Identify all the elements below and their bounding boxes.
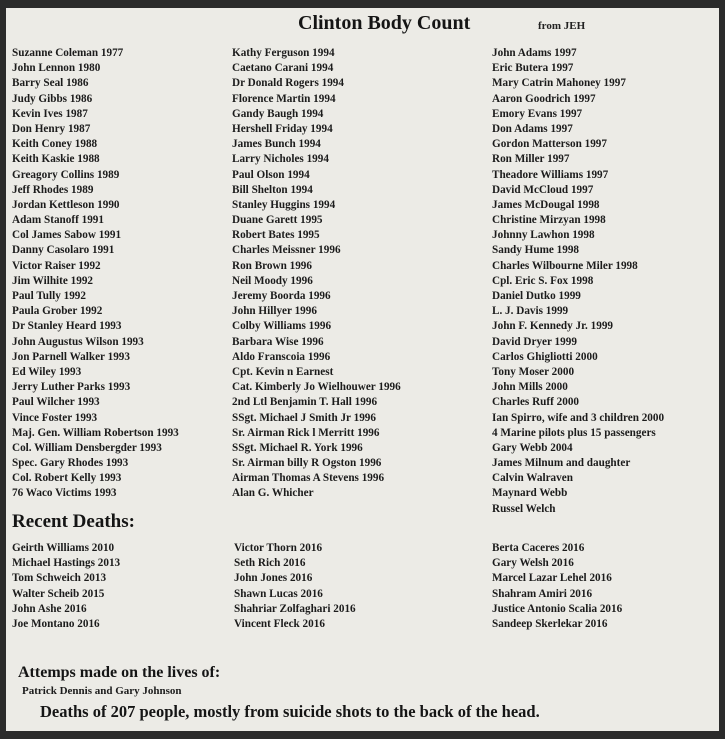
list-item: Victor Thorn 2016: [234, 542, 323, 554]
list-item: Sr. Airman Rick l Merritt 1996: [232, 426, 380, 439]
list-item: Don Adams 1997: [492, 122, 573, 135]
list-item: Hershell Friday 1994: [232, 122, 333, 135]
list-item: Vince Foster 1993: [12, 411, 98, 424]
list-item: Paul Olson 1994: [232, 168, 310, 181]
list-item: Sandeep Skerlekar 2016: [492, 617, 608, 630]
list-item: Barbara Wise 1996: [232, 335, 324, 348]
list-item: Keith Kaskie 1988: [12, 153, 100, 166]
list-item: 76 Waco Victims 1993: [12, 487, 117, 500]
list-item: Johnny Lawhon 1998: [492, 229, 595, 242]
list-item: Col James Sabow 1991: [12, 229, 122, 242]
list-item: Suzanne Coleman 1977: [12, 47, 124, 59]
list-item: Gary Webb 2004: [492, 441, 573, 454]
list-item: Cpt. Kevin n Earnest: [232, 365, 334, 378]
attempts-heading: Attemps made on the lives of:: [18, 664, 221, 681]
names-column-2: [232, 46, 401, 502]
document-page: [6, 8, 719, 731]
list-item: Sr. Airman billy R Ogston 1996: [232, 457, 382, 470]
list-item: Ian Spirro, wife and 3 children 2000: [492, 411, 665, 424]
list-item: Neil Moody 1996: [232, 274, 313, 287]
list-item: Spec. Gary Rhodes 1993: [12, 457, 129, 470]
list-item: L. J. Davis 1999: [492, 305, 569, 318]
list-item: Eric Butera 1997: [492, 62, 574, 75]
list-item: John Augustus Wilson 1993: [12, 335, 144, 348]
list-item: John Lennon 1980: [12, 62, 101, 75]
list-item: Jordan Kettleson 1990: [12, 198, 120, 211]
list-item: Gandy Baugh 1994: [232, 107, 324, 120]
list-item: Ron Brown 1996: [232, 259, 312, 272]
list-item: Cpl. Eric S. Fox 1998: [492, 274, 594, 287]
list-item: Charles Meissner 1996: [232, 244, 341, 257]
list-item: Russel Welch: [492, 502, 556, 515]
list-item: Paula Grober 1992: [12, 305, 103, 318]
list-item: Keith Coney 1988: [12, 138, 98, 151]
list-item: John Adams 1997: [492, 47, 577, 59]
list-item: Emory Evans 1997: [492, 107, 583, 120]
list-item: Charles Wilbourne Miler 1998: [492, 259, 638, 272]
names-column-1: [12, 46, 179, 502]
list-item: Dr Donald Rogers 1994: [232, 77, 344, 90]
list-item: Shahram Amiri 2016: [492, 587, 593, 600]
list-item: Jim Wilhite 1992: [12, 274, 94, 287]
list-item: Charles Ruff 2000: [492, 396, 580, 409]
list-item: Col. William Densbergder 1993: [12, 441, 162, 454]
list-item: Maj. Gen. William Robertson 1993: [12, 426, 179, 439]
list-item: Michael Hastings 2013: [12, 557, 121, 570]
list-item: Shahriar Zolfaghari 2016: [234, 602, 356, 615]
list-item: Judy Gibbs 1986: [12, 92, 93, 105]
list-item: Tom Schweich 2013: [12, 572, 107, 585]
list-item: Danny Casolaro 1991: [12, 244, 115, 257]
list-item: Paul Wilcher 1993: [12, 396, 100, 409]
list-item: Airman Thomas A Stevens 1996: [232, 472, 385, 485]
list-item: Dr Stanley Heard 1993: [12, 320, 122, 333]
recent-column-2: [234, 541, 356, 632]
list-item: Vincent Fleck 2016: [234, 617, 325, 630]
list-item: Maynard Webb: [492, 487, 568, 500]
list-item: Mary Catrin Mahoney 1997: [492, 77, 626, 90]
list-item: Aldo Franscoia 1996: [232, 350, 331, 363]
list-item: Jeremy Boorda 1996: [232, 290, 331, 302]
list-item: Justice Antonio Scalia 2016: [492, 602, 623, 615]
list-item: Jeff Rhodes 1989: [12, 183, 94, 196]
list-item: Kevin Ives 1987: [12, 107, 88, 120]
recent-column-3: [492, 541, 622, 632]
list-item: Col. Robert Kelly 1993: [12, 472, 122, 485]
list-item: David Dryer 1999: [492, 335, 577, 348]
list-item: Paul Tully 1992: [12, 290, 86, 302]
list-item: Marcel Lazar Lehel 2016: [492, 572, 612, 585]
recent-column-1: [12, 541, 120, 632]
list-item: John Hillyer 1996: [232, 305, 317, 318]
list-item: James Bunch 1994: [232, 138, 321, 151]
list-item: John Mills 2000: [492, 381, 568, 394]
list-item: Kathy Ferguson 1994: [232, 47, 335, 59]
list-item: Gary Welsh 2016: [492, 557, 574, 570]
list-item: Carlos Ghigliotti 2000: [492, 350, 598, 363]
list-item: Stanley Huggins 1994: [232, 198, 336, 211]
list-item: Gordon Matterson 1997: [492, 138, 607, 151]
source-credit: from JEH: [538, 20, 586, 32]
list-item: David McCloud 1997: [492, 183, 594, 196]
list-item: SSgt. Michael R. York 1996: [232, 441, 363, 454]
list-item: James McDougal 1998: [492, 198, 600, 211]
list-item: 4 Marine pilots plus 15 passengers: [492, 426, 656, 439]
list-item: John Ashe 2016: [12, 602, 87, 615]
list-item: Tony Moser 2000: [492, 365, 575, 378]
names-column-3: [492, 46, 664, 517]
list-item: Florence Martin 1994: [232, 92, 336, 105]
list-item: Geirth Williams 2010: [12, 542, 115, 554]
list-item: Barry Seal 1986: [12, 77, 89, 90]
recent-deaths-heading: Recent Deaths:: [12, 511, 135, 532]
list-item: Calvin Walraven: [492, 472, 573, 485]
list-item: Bill Shelton 1994: [232, 183, 313, 196]
list-item: Adam Stanoff 1991: [12, 214, 104, 227]
list-item: Ron Miller 1997: [492, 153, 570, 166]
list-item: Jon Parnell Walker 1993: [12, 350, 130, 363]
list-item: Theadore Williams 1997: [492, 168, 609, 181]
list-item: Alan G. Whicher: [232, 487, 314, 500]
list-item: Daniel Dutko 1999: [492, 290, 581, 302]
list-item: Walter Scheib 2015: [12, 587, 105, 600]
list-item: Sandy Hume 1998: [492, 244, 580, 257]
list-item: SSgt. Michael J Smith Jr 1996: [232, 411, 376, 424]
list-item: John F. Kennedy Jr. 1999: [492, 320, 614, 333]
list-item: Larry Nicholes 1994: [232, 153, 329, 166]
list-item: Robert Bates 1995: [232, 229, 320, 242]
footer-summary: Deaths of 207 people, mostly from suicide shots to the back of the head.: [40, 702, 540, 721]
list-item: Victor Raiser 1992: [12, 259, 101, 272]
list-item: John Jones 2016: [234, 572, 313, 585]
list-item: Duane Garett 1995: [232, 214, 323, 227]
list-item: Berta Caceres 2016: [492, 542, 585, 554]
list-item: Seth Rich 2016: [234, 557, 306, 570]
list-item: Greagory Collins 1989: [12, 168, 120, 181]
list-item: Jerry Luther Parks 1993: [12, 381, 131, 394]
list-item: Don Henry 1987: [12, 122, 91, 135]
list-item: Christine Mirzyan 1998: [492, 214, 606, 227]
list-item: Joe Montano 2016: [12, 617, 100, 630]
list-item: Shawn Lucas 2016: [234, 587, 323, 600]
attempts-names: Patrick Dennis and Gary Johnson: [22, 685, 182, 697]
list-item: Colby Williams 1996: [232, 320, 332, 333]
list-item: Cat. Kimberly Jo Wielhouwer 1996: [232, 381, 401, 394]
list-item: Ed Wiley 1993: [12, 365, 82, 378]
list-item: Aaron Goodrich 1997: [492, 92, 596, 105]
list-item: Caetano Carani 1994: [232, 62, 334, 75]
page-title: Clinton Body Count: [298, 12, 471, 34]
list-item: 2nd Ltl Benjamin T. Hall 1996: [232, 396, 378, 409]
list-item: James Milnum and daughter: [492, 457, 631, 470]
header: [6, 12, 719, 40]
